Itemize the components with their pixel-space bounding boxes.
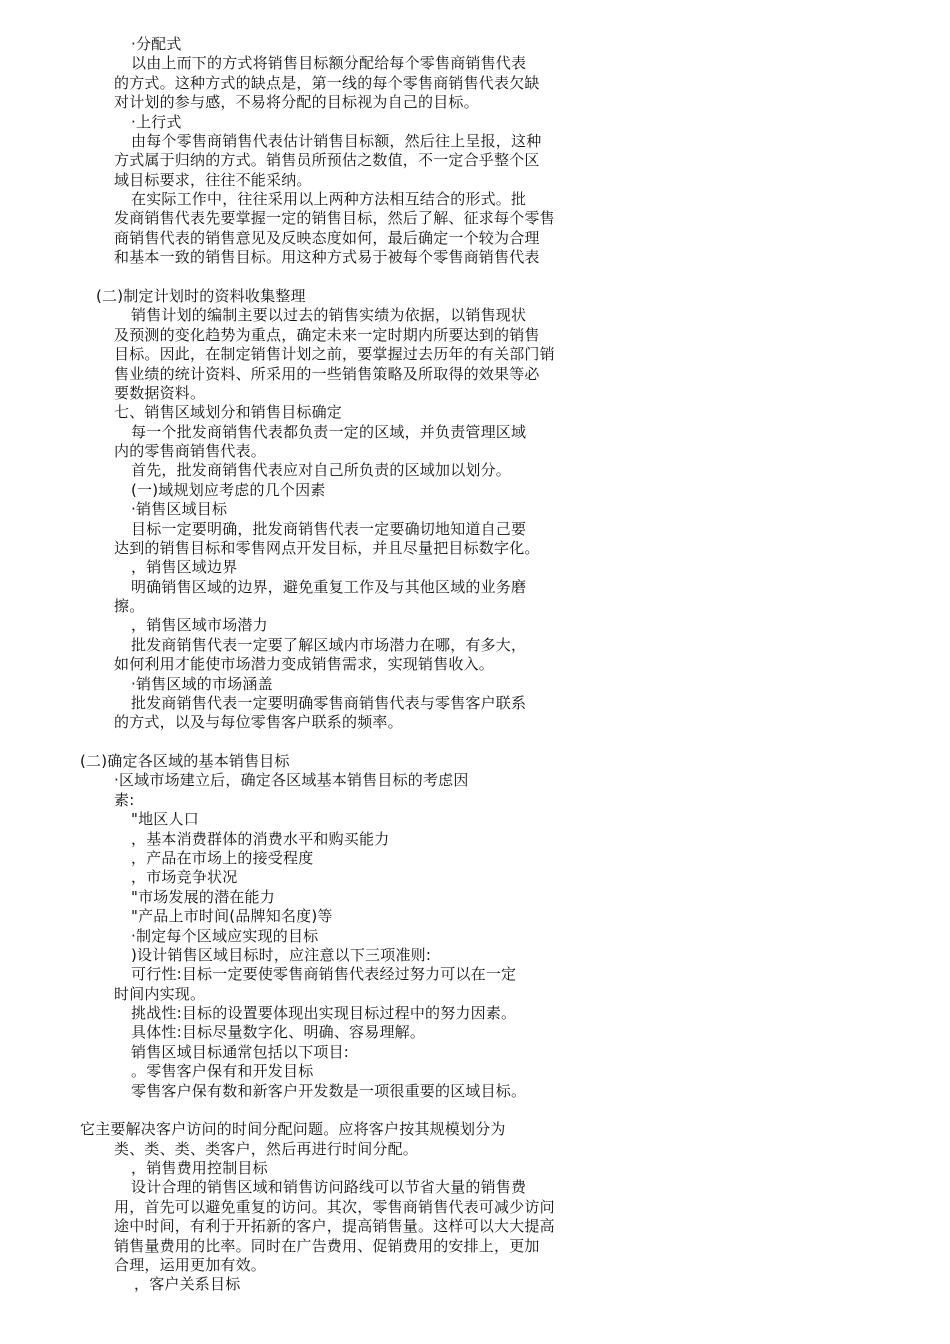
- text-line: 和基本一致的销售目标。用这种方式易于被每个零售商销售代表: [114, 248, 540, 267]
- text-line: ，销售费用控制目标: [131, 1159, 268, 1177]
- text-line: 发商销售代表先要掌握一定的销售目标，然后了解、征求每个零售: [114, 209, 555, 228]
- text-line: ，产品在市场上的接受程度: [131, 849, 314, 867]
- text-line: 的方式。这种方式的缺点是，第一线的每个零售商销售代表欠缺: [114, 73, 540, 92]
- text-line: 以由上而下的方式将销售目标额分配给每个零售商销售代表: [131, 54, 527, 73]
- text-line: ·上行式: [131, 112, 182, 131]
- text-line: ，市场竞争状况: [131, 868, 238, 887]
- text-line: 销售区域目标通常包括以下项目:: [131, 1042, 350, 1061]
- text-line: (一)域规划应考虑的几个因素: [131, 480, 326, 499]
- text-line: 目标。因此，在制定销售计划之前，要掌握过去历年的有关部门销: [114, 345, 555, 364]
- text-line: 挑战性:目标的设置要体现出实现目标过程中的努力因素。: [131, 1004, 517, 1022]
- text-line: 如何利用才能使市场潜力变成销售需求，实现销售收入。: [114, 655, 495, 674]
- text-line: ·区域市场建立后，确定各区域基本销售目标的考虑因: [114, 771, 469, 790]
- text-line: 零售客户保有数和新客户开发数是一项很重要的区域目标。: [131, 1081, 527, 1100]
- text-line: 目标一定要明确，批发商销售代表一定要确切地知道自己要: [131, 519, 527, 538]
- text-line: 商销售代表的销售意见及反映态度如何，最后确定一个较为合理: [114, 228, 540, 247]
- text-line: 在实际工作中，往往采用以上两种方法相互结合的形式。批: [131, 190, 527, 208]
- text-line: 的方式，以及与每位零售客户联系的频率。: [114, 713, 403, 732]
- text-line: 售业绩的统计资料、所采用的一些销售策略及所取得的效果等必: [114, 364, 540, 383]
- text-line: ·制定每个区域应实现的目标: [131, 926, 319, 945]
- text-line: 及预测的变化趋势为重点，确定未来一定时期内所要达到的销售: [114, 325, 540, 344]
- text-line: 方式属于归纳的方式。销售员所预估之数值，不一定合乎整个区: [114, 151, 540, 170]
- text-line: 达到的销售目标和零售网点开发目标，并且尽量把目标数字化。: [114, 538, 540, 557]
- text-line: ，销售区域边界: [131, 558, 238, 577]
- text-line: 明确销售区域的边界，避免重复工作及与其他区域的业务磨: [131, 577, 527, 596]
- text-line: (二)确定各区域的基本销售目标: [80, 752, 290, 771]
- text-line: 素:: [114, 790, 135, 809]
- text-line: "地区人口: [131, 810, 199, 829]
- text-line: 它主要解决客户访问的时间分配问题。应将客户按其规模划分为: [80, 1120, 506, 1139]
- text-line: 。零售客户保有和开发目标: [131, 1062, 314, 1081]
- text-line: 途中时间，有利于开拓新的客户，提高销售量。这样可以大大提高: [114, 1217, 555, 1236]
- text-line: 对计划的参与感，不易将分配的目标视为自己的目标。: [114, 93, 479, 112]
- text-line: 设计合理的销售区域和销售访问路线可以节省大量的销售费: [131, 1178, 527, 1197]
- text-line: 七、销售区域划分和销售目标确定: [114, 403, 343, 422]
- text-line: (二)制定计划时的资料收集整理: [96, 286, 306, 305]
- text-line: 具体性:目标尽量数字化、明确、容易理解。: [131, 1023, 426, 1042]
- text-line: 内的零售商销售代表。: [114, 442, 267, 460]
- text-line: ，销售区域市场潜力: [131, 616, 268, 635]
- text-line: 由每个零售商销售代表估计销售目标额，然后往上呈报，这种: [131, 131, 542, 150]
- text-line: "市场发展的潜在能力: [131, 887, 275, 906]
- text-line: )设计销售区域目标时，应注意以下三项准则:: [131, 945, 432, 964]
- text-line: 销售量费用的比率。同时在广告费用、促销费用的安排上，更加: [114, 1236, 540, 1255]
- text-line: 批发商销售代表一定要了解区域内市场潜力在哪，有多大，: [131, 635, 527, 654]
- text-line: 每一个批发商销售代表都负责一定的区域，并负责管理区域: [131, 422, 527, 441]
- text-line: ，客户关系目标: [134, 1275, 241, 1294]
- text-line: 用，首先可以避免重复的访问。其次，零售商销售代表可减少访问: [114, 1197, 555, 1216]
- text-line: 域目标要求，往往不能采纳。: [114, 170, 312, 189]
- text-line: 要数据资料。: [114, 383, 206, 402]
- text-line: ·分配式: [131, 35, 182, 53]
- text-line: 合理，运用更加有效。: [114, 1255, 267, 1274]
- text-line: ·销售区域的市场涵盖: [131, 674, 273, 693]
- text-line: 销售计划的编制主要以过去的销售实绩为依据，以销售现状: [131, 306, 527, 325]
- text-line: ·销售区域目标: [131, 500, 228, 519]
- text-line: 批发商销售代表一定要明确零售商销售代表与零售客户联系: [131, 693, 527, 712]
- text-line: 可行性:目标一定要使零售商销售代表经过努力可以在一定: [131, 965, 517, 984]
- text-line: 时间内实现。: [114, 984, 206, 1003]
- text-line: "产品上市时间(品牌知名度)等: [131, 907, 333, 926]
- text-line: 擦。: [114, 597, 145, 615]
- text-line: ，基本消费群体的消费水平和购买能力: [131, 829, 390, 848]
- text-line: 类、类、类、类客户，然后再进行时间分配。: [114, 1139, 419, 1158]
- text-line: 首先，批发商销售代表应对自己所负责的区域加以划分。: [131, 461, 512, 480]
